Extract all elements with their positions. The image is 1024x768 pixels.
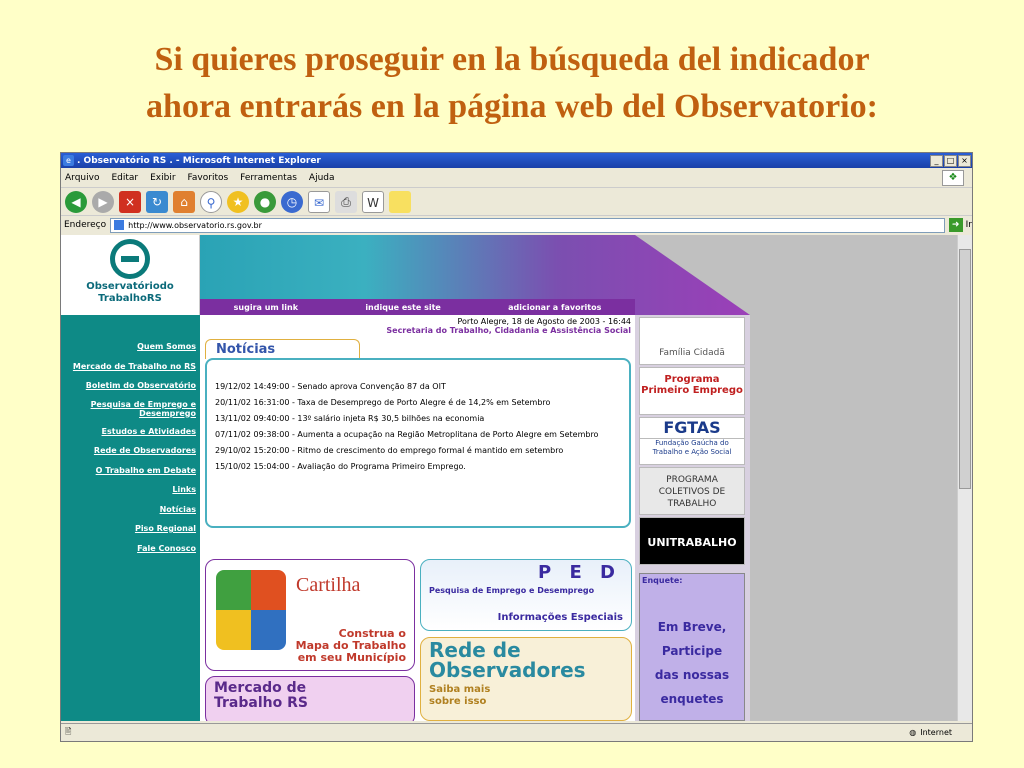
history-icon[interactable]: ◷ — [281, 191, 303, 213]
top-links — [200, 299, 635, 315]
familia-cidada-banner[interactable]: Família Cidadã — [639, 317, 745, 365]
enquete-box — [639, 573, 745, 721]
cartilha-sub1: Construa o — [338, 627, 406, 640]
ped-subtitle: Pesquisa de Emprego e Desemprego — [429, 586, 595, 595]
go-arrow-icon[interactable]: ➜ — [949, 218, 963, 232]
news-item[interactable]: 15/10/02 15:04:00 - Avaliação do Programa Primeiro Emprego. — [215, 462, 466, 471]
right-column — [635, 315, 750, 721]
mercado-line2: Trabalho RS — [214, 695, 308, 711]
mail-icon[interactable]: ✉ — [308, 191, 330, 213]
noticias-heading: Notícias — [205, 339, 360, 359]
nav-links[interactable]: Links — [172, 485, 196, 494]
home-icon[interactable]: ⌂ — [173, 191, 195, 213]
address-value: http://www.observatorio.rs.gov.br — [128, 220, 262, 230]
logo-text-line2: TrabalhoRS — [98, 293, 162, 304]
slide-title-line1: Si quieres proseguir en la búsqueda del indicador — [154, 41, 870, 78]
rede-subtitle — [429, 684, 490, 708]
news-item[interactable]: 13/11/02 09:40:00 - 13º salário injeta R$ 30,5 bilhões na economia — [215, 414, 485, 423]
ped-title: P E D — [538, 562, 621, 583]
edit-word-icon[interactable]: W — [362, 191, 384, 213]
favorites-star-icon[interactable]: ★ — [227, 191, 249, 213]
rede-sub1: Saiba mais — [429, 684, 491, 695]
rede-banner[interactable] — [420, 637, 632, 721]
menu-favoritos[interactable]: Favoritos — [187, 172, 229, 183]
date-line — [200, 317, 635, 335]
rede-sub2: sobre isso — [429, 696, 487, 707]
cartilha-subtitle — [296, 628, 406, 664]
news-item[interactable]: 19/12/02 14:49:00 - Senado aprova Convenção 87 da OIT — [215, 382, 446, 391]
enquete-text — [642, 615, 742, 711]
left-nav — [61, 315, 200, 721]
windows-logo-icon: ❖ — [942, 170, 964, 186]
puzzle-map-icon — [216, 570, 286, 650]
ie-app-icon: e — [63, 155, 74, 166]
news-item[interactable]: 29/10/02 15:20:00 - Ritmo de crescimento do emprego formal é mantido em setembro — [215, 446, 564, 455]
news-list — [205, 358, 631, 528]
nav-boletim[interactable]: Boletim do Observatório — [85, 381, 196, 390]
mercado-banner[interactable] — [205, 676, 415, 721]
forward-arrow-icon[interactable]: ▶ — [92, 191, 114, 213]
link-sugira[interactable]: sugira um link — [233, 302, 299, 312]
main-content — [200, 315, 635, 721]
maximize-button[interactable]: □ — [944, 155, 957, 167]
scrollbar-thumb[interactable] — [959, 249, 971, 489]
nav-pesquisa[interactable]: Pesquisa de Emprego e Desemprego — [90, 399, 196, 418]
nav-mercado[interactable]: Mercado de Trabalho no RS — [72, 361, 196, 371]
status-zone — [909, 728, 952, 737]
rede-title — [429, 640, 586, 680]
fgtas-subtitle: Fundação Gaúcha do Trabalho e Ação Social — [639, 439, 745, 465]
nav-fale[interactable]: Fale Conosco — [137, 543, 196, 553]
ped-info: Informações Especiais — [497, 612, 623, 623]
nav-spacer — [61, 315, 200, 337]
ped-banner[interactable] — [420, 559, 632, 631]
toolbar — [61, 188, 972, 216]
enquete-title: Enquete: — [642, 576, 683, 585]
slide-title — [0, 36, 1024, 130]
nav-rede[interactable]: Rede de Observadores — [93, 446, 196, 455]
cartilha-title: Cartilha — [296, 574, 361, 596]
rede-line2: Observadores — [429, 658, 586, 682]
cartilha-sub3: em seu Município — [297, 651, 406, 664]
nav-piso[interactable]: Piso Regional — [134, 524, 196, 533]
print-icon[interactable]: ⎙ — [335, 191, 357, 213]
window-title: . Observatório RS . - Microsoft Internet Explorer — [77, 155, 321, 166]
mercado-line1: Mercado de — [214, 680, 307, 696]
page-done-icon: 🖹 — [65, 726, 72, 736]
nav-estudos[interactable]: Estudos e Atividades — [101, 426, 196, 436]
menu-ferramentas[interactable]: Ferramentas — [240, 172, 297, 183]
go-label[interactable]: Ir — [965, 220, 972, 230]
news-item[interactable]: 07/11/02 09:38:00 - Aumenta a ocupação na Região Metroplitana de Porto Alegre em Setembro — [215, 430, 599, 439]
nav-noticias[interactable]: Notícias — [159, 504, 196, 514]
enquete-line3: das nossas — [654, 668, 730, 682]
fgtas-banner[interactable]: FGTAS — [639, 417, 745, 439]
mercado-title — [214, 681, 308, 711]
refresh-icon[interactable]: ↻ — [146, 191, 168, 213]
logo-text-line1: Observatóriodo — [86, 281, 174, 292]
unitrabalho-banner[interactable]: UNITRABALHO — [639, 517, 745, 565]
site-logo[interactable] — [61, 235, 200, 315]
menu-exibir[interactable]: Exibir — [150, 172, 176, 183]
nav-debate[interactable]: O Trabalho em Debate — [95, 465, 196, 475]
link-indique[interactable]: indique este site — [365, 302, 441, 312]
secretaria-text: Secretaria do Trabalho, Cidadania e Assistência Social — [386, 326, 631, 335]
coletivos-banner[interactable]: PROGRAMA COLETIVOS DE TRABALHO — [639, 467, 745, 515]
globe-icon: ◍ — [909, 728, 917, 737]
status-bar — [61, 723, 972, 741]
header-corner-shape — [635, 235, 750, 315]
enquete-line4: enquetes — [660, 692, 724, 706]
close-button[interactable]: × — [958, 155, 971, 167]
page-background-gray — [750, 235, 957, 721]
zone-label: Internet — [920, 728, 952, 737]
address-label: Endereço — [64, 220, 107, 230]
nav-quem-somos[interactable]: Quem Somos — [137, 342, 196, 351]
cartilha-banner[interactable] — [205, 559, 415, 671]
page-icon — [114, 220, 124, 230]
address-bar — [61, 216, 972, 234]
search-icon[interactable]: ⚲ — [200, 191, 222, 213]
menu-arquivo[interactable]: Arquivo — [65, 172, 100, 183]
slide-title-line2: ahora entrarás en la página web del Observatorio: — [146, 88, 878, 125]
menu-ajuda[interactable]: Ajuda — [308, 172, 335, 183]
address-input[interactable] — [110, 218, 945, 233]
media-icon[interactable]: ● — [254, 191, 276, 213]
primeiro-emprego-banner[interactable]: Programa Primeiro Emprego — [639, 367, 745, 415]
news-item[interactable]: 20/11/02 16:31:00 - Taxa de Desemprego de Porto Alegre é de 14,2% em Setembro — [215, 398, 551, 407]
cartilha-sub2: Mapa do Trabalho — [295, 639, 406, 652]
enquete-line1: Em Breve, — [657, 620, 727, 634]
vertical-scrollbar[interactable] — [957, 235, 972, 721]
rede-line1: Rede de — [429, 638, 521, 662]
minimize-button[interactable]: _ — [930, 155, 943, 167]
date-text: Porto Alegre, 18 de Agosto de 2003 - 16:44 — [457, 317, 631, 326]
stop-icon[interactable]: × — [119, 191, 141, 213]
browser-window — [60, 152, 973, 742]
menu-editar[interactable]: Editar — [111, 172, 139, 183]
web-page — [61, 235, 957, 721]
notes-icon[interactable] — [389, 191, 411, 213]
window-titlebar — [61, 153, 972, 168]
logo-ring-icon — [110, 239, 150, 279]
back-arrow-icon[interactable]: ◀ — [65, 191, 87, 213]
enquete-line2: Participe — [661, 644, 723, 658]
menu-bar — [61, 168, 972, 188]
link-favoritos[interactable]: adicionar a favoritos — [508, 302, 602, 312]
